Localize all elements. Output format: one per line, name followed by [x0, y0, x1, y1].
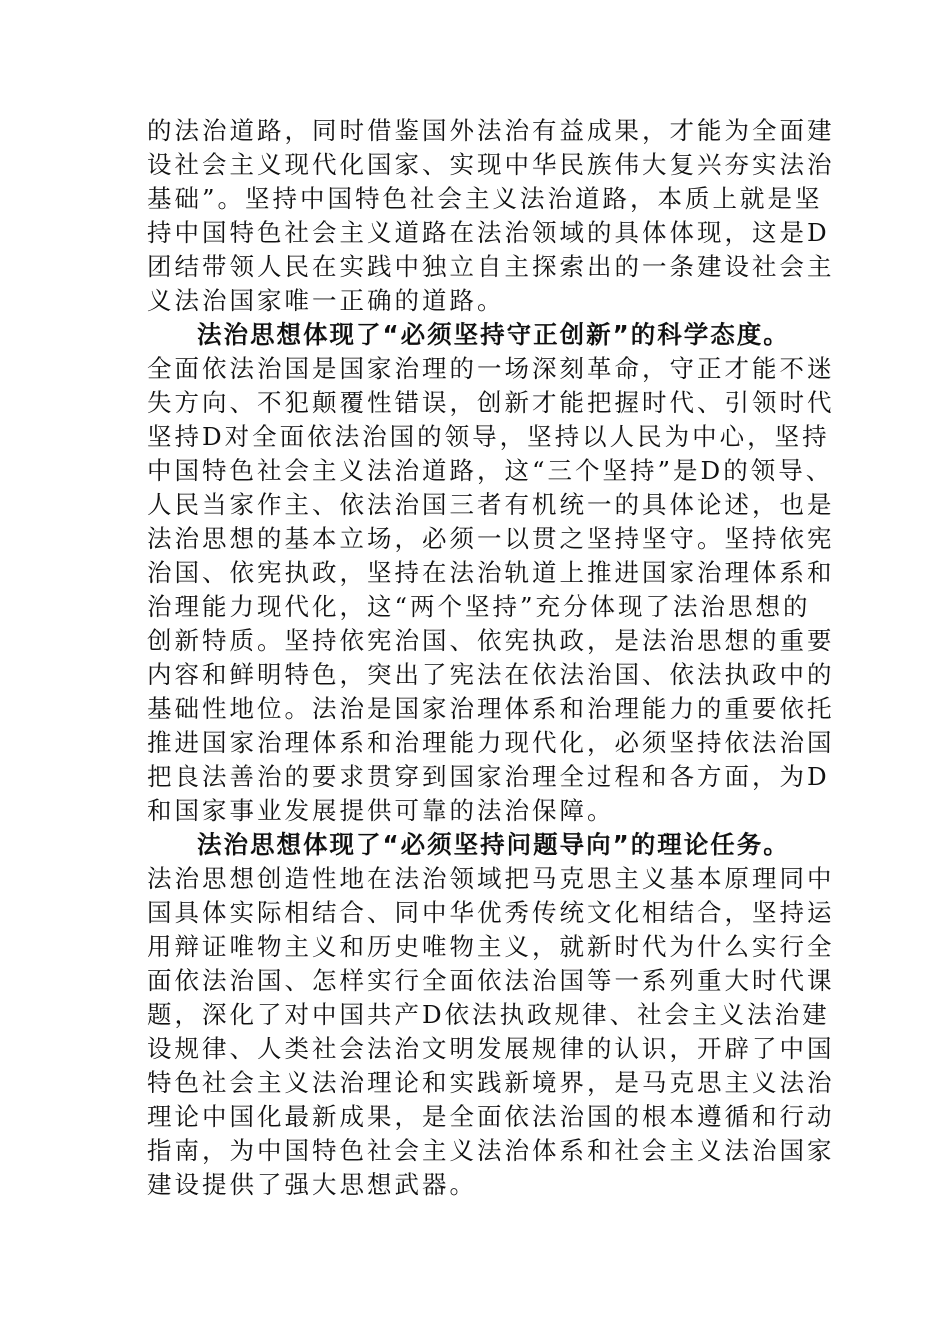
body-text-line: 国具体实际相结合、同中华优秀传统文化相结合，坚持运	[147, 898, 835, 927]
body-text-line: 理论中国化最新成果，是全面依法治国的根本遵循和行动	[147, 1102, 835, 1131]
body-text-line: 设规律、人类社会法治文明发展规律的认识，开辟了中国	[147, 1034, 835, 1063]
body-text-line: 建设提供了强大思想武器。	[147, 1170, 477, 1199]
body-text-line: 特色社会主义法治理论和实践新境界，是马克思主义法治	[147, 1068, 835, 1097]
section-heading: 法治思想体现了“必须坚持问题导向”的理论任务。	[197, 830, 790, 859]
body-text-line: 内容和鲜明特色，突出了宪法在依法治国、依法执政中的	[147, 660, 835, 689]
body-text-line: 法治思想创造性地在法治领域把马克思主义基本原理同中	[147, 864, 835, 893]
body-text-line: 中国特色社会主义法治道路，这“三个坚持”是D的领导、	[147, 456, 834, 485]
body-text-line: 治国、依宪执政，坚持在法治轨道上推进国家治理体系和	[147, 558, 835, 587]
body-text-line: 创新特质。坚持依宪治国、依宪执政，是法治思想的重要	[147, 626, 835, 655]
body-text-line: 持中国特色社会主义道路在法治领域的具体体现，这是D	[147, 218, 830, 247]
body-text-line: 全面依法治国是国家治理的一场深刻革命，守正才能不迷	[147, 354, 835, 383]
body-text-line: 人民当家作主、依法治国三者有机统一的具体论述，也是	[147, 490, 835, 519]
body-text-line: 法治思想的基本立场，必须一以贯之坚持坚守。坚持依宪	[147, 524, 835, 553]
body-text-line: 团结带领人民在实践中独立自主探索出的一条建设社会主	[147, 252, 835, 281]
body-text-line: 设社会主义现代化国家、实现中华民族伟大复兴夯实法治	[147, 150, 835, 179]
body-text-line: 治理能力现代化，这“两个坚持”充分体现了法治思想的	[147, 592, 811, 621]
body-text-line: 指南，为中国特色社会主义法治体系和社会主义法治国家	[147, 1136, 835, 1165]
body-text-line: 题，深化了对中国共产D依法执政规律、社会主义法治建	[147, 1000, 830, 1029]
body-text-line: 坚持D对全面依法治国的领导，坚持以人民为中心，坚持	[147, 422, 830, 451]
body-text-line: 把良法善治的要求贯穿到国家治理全过程和各方面，为D	[147, 762, 830, 791]
body-text-line: 和国家事业发展提供可靠的法治保障。	[147, 796, 615, 825]
body-text-line: 基础性地位。法治是国家治理体系和治理能力的重要依托	[147, 694, 835, 723]
body-text-line: 推进国家治理体系和治理能力现代化，必须坚持依法治国	[147, 728, 835, 757]
body-text-line: 的法治道路，同时借鉴国外法治有益成果，才能为全面建	[147, 116, 835, 145]
body-text-line: 面依法治国、怎样实行全面依法治国等一系列重大时代课	[147, 966, 835, 995]
body-text-line: 失方向、不犯颠覆性错误，创新才能把握时代、引领时代	[147, 388, 835, 417]
body-text-line: 义法治国家唯一正确的道路。	[147, 286, 505, 315]
section-heading: 法治思想体现了“必须坚持守正创新”的科学态度。	[197, 320, 790, 349]
body-text-line: 用辩证唯物主义和历史唯物主义，就新时代为什么实行全	[147, 932, 835, 961]
document-body	[147, 114, 835, 1202]
body-text-line: 基础”。坚持中国特色社会主义法治道路，本质上就是坚	[147, 184, 823, 213]
